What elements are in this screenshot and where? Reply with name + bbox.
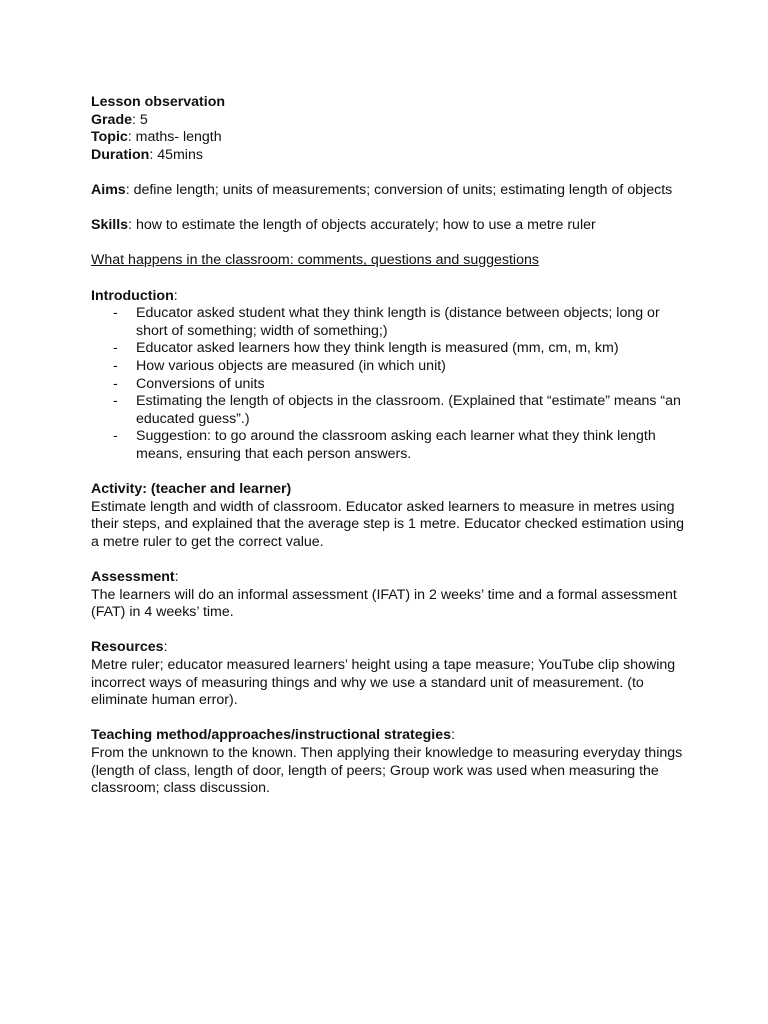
list-item-text: Educator asked student what they think length is (distance between objects; long or short of something; width of something;) — [136, 305, 660, 339]
skills-text: : how to estimate the length of objects accurately; how to use a metre ruler — [128, 217, 596, 234]
assessment-heading — [91, 569, 691, 587]
assessment-text: The learners will do an informal assessment (IFAT) in 2 weeks’ time and a formal assessment (FAT) in 4 weeks’ time. — [91, 586, 677, 621]
list-item — [91, 305, 691, 340]
activity-heading: Activity: (teacher and learner) — [91, 481, 292, 498]
aims-text: : define length; units of measurements; conversion of units; estimating length of objects — [125, 181, 673, 198]
dash-bullet: - — [113, 393, 118, 410]
dash-bullet: - — [113, 357, 118, 374]
grade-label: Grade — [91, 111, 133, 128]
grade-value: : 5 — [132, 111, 148, 128]
topic-label: Topic — [91, 129, 128, 146]
resources-colon: : — [163, 639, 168, 656]
skills-paragraph — [91, 217, 691, 235]
dash-bullet: - — [113, 340, 118, 357]
introduction-heading — [91, 288, 691, 306]
dash-bullet: - — [113, 305, 118, 322]
list-item-text: Estimating the length of objects in the classroom. (Explained that “estimate” means “an educated guess”.) — [136, 393, 681, 427]
list-item — [91, 428, 691, 463]
list-item-text: How various objects are measured (in which unit) — [136, 357, 446, 374]
list-item — [91, 358, 691, 376]
duration-value: : 45mins — [149, 146, 203, 163]
list-item — [91, 393, 691, 428]
spacer — [91, 235, 691, 253]
assessment-label: Assessment — [91, 569, 175, 586]
list-item-text: Conversions of units — [136, 375, 265, 392]
resources-label: Resources — [91, 639, 164, 656]
introduction-list — [91, 305, 691, 463]
skills-label: Skills — [91, 217, 129, 234]
teaching-text: From the unknown to the known. Then applying their knowledge to measuring everyday things (length of class, length of door, length of peers; Group work was used when measuring the classroom; class discussion. — [91, 744, 683, 797]
section-heading: What happens in the classroom: comments, questions and suggestions — [91, 252, 539, 269]
list-item-text: Suggestion: to go around the classroom asking each learner what they think length means, ensuring that each person answers. — [136, 428, 656, 462]
dash-bullet: - — [113, 375, 118, 392]
resources-text: Metre ruler; educator measured learners’ height using a tape measure; YouTube clip showing incorrect ways of measuring things and why we use a standard unit of measurement. (to eliminate human error). — [91, 657, 676, 709]
list-item-text: Educator asked learners how they think length is measured (mm, cm, m, km) — [136, 340, 619, 357]
teaching-heading — [91, 727, 691, 745]
spacer — [91, 164, 691, 182]
teaching-label: Teaching method/approaches/instructional strategies — [91, 727, 452, 744]
spacer — [91, 270, 691, 288]
spacer — [91, 710, 691, 728]
duration-line — [91, 147, 691, 165]
aims-paragraph — [91, 182, 691, 200]
spacer — [91, 463, 691, 481]
activity-text: Estimate length and width of classroom. Educator asked learners to measure in metres using their steps, and explained that the average step is 1 metre. Educator checked estimation using a metre ruler to get the correct value. — [91, 498, 685, 550]
aims-label: Aims — [91, 181, 126, 198]
introduction-colon: : — [173, 287, 178, 304]
teaching-colon: : — [451, 727, 455, 744]
grade-line — [91, 112, 691, 130]
assessment-colon: : — [174, 569, 179, 586]
dash-bullet: - — [113, 428, 118, 445]
document-page — [91, 94, 691, 798]
duration-label: Duration — [91, 146, 150, 163]
spacer — [91, 622, 691, 640]
document-title: Lesson observation — [91, 94, 226, 110]
spacer — [91, 200, 691, 218]
spacer — [91, 551, 691, 569]
resources-heading — [91, 639, 691, 657]
topic-line — [91, 129, 691, 147]
list-item — [91, 376, 691, 394]
list-item — [91, 340, 691, 358]
introduction-label: Introduction — [91, 287, 174, 304]
topic-value: : maths- length — [127, 129, 222, 146]
